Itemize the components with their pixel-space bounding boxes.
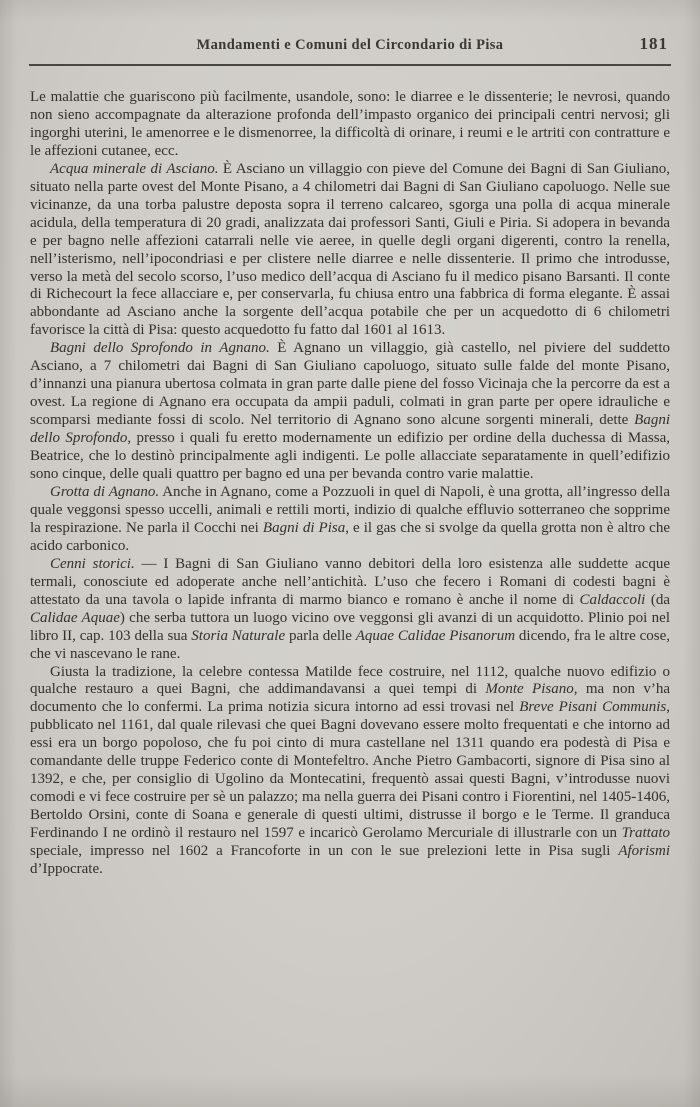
italic-text-segment: Storia Naturale: [191, 627, 286, 644]
italic-text-segment: Aforismi: [618, 843, 670, 860]
text-segment: dicendo, fra le altre cose, che vi nascevano le rane.: [30, 627, 670, 662]
text-segment: parla delle: [285, 627, 356, 644]
page-header: [30, 0, 670, 57]
text-segment: Anche in Agnano, come a Pozzuoli in quel di Napoli, è una grotta, all’ingresso della quale veggonsi spesso uccelli, animali e rettili morti, indizio di qualche effluvio sotterraneo che sopprime la respirazione. Ne parla il Cocchi nei: [30, 483, 670, 536]
paragraph: [30, 161, 670, 341]
italic-text-segment: Cenni storici.: [50, 555, 135, 572]
italic-text-segment: Acqua minerale di Asciano.: [50, 160, 219, 177]
text-segment: , presso i quali fu eretto modernamente un edifizio per ordine della duchessa di Massa, Beatrice, che lo destinò principalmente agli indigenti. Le polle allacciate separatamente in quell’edifizio sono cinque, delle quali quattro per bagno ed una per bevanda contro varie malattie.: [30, 430, 670, 483]
text-segment: (da: [645, 591, 671, 608]
italic-text-segment: Bagni dello Sprofondo in Agnano.: [50, 340, 270, 357]
text-segment: ) che serba tuttora un luogo vicino ove veggonsi gli avanzi di un acquidotto. Plinio poi nel libro II, cap. 103 della sua: [30, 609, 670, 644]
running-title: Mandamenti e Comuni del Circondario di Pisa: [196, 37, 504, 53]
paragraph: [30, 484, 670, 556]
header-rule: [29, 64, 671, 66]
paragraph: [30, 89, 670, 161]
paragraph: [30, 340, 670, 484]
italic-text-segment: Calidae Aquae: [30, 609, 120, 626]
text-segment: d’Ippocrate.: [30, 860, 103, 877]
italic-text-segment: Bagni dello Sprofondo: [30, 412, 670, 447]
italic-text-segment: Breve Pisani Communis: [519, 699, 667, 716]
paragraph: [30, 556, 670, 664]
text-segment: , pubblicato nel 1161, dal quale rilevasi che quei Bagni dovevano essere molto frequentati e che intorno ad essi era un borgo popoloso, che fu poi cinto di mura castellane nel 1311 quando era podestà di Pisa e comandante delle truppe Federico conte di Montefeltro. Anche Pietro Gambacorti, signore di Pisa sino al 1392, e che, per consiglio di Ugolino da Montecatini, frequentò assai questi Bagni, v’introdusse nuovi comodi e vi fece costruire per sè un palazzo; ma nella guerra dei Pisani contro i Fiorentini, nel 1405-1406, Bertoldo Orsini, conte di Soana e generale di questi ultimi, distrusse il borgo e le Terme. Il granduca Ferdinando I ne ordinò il restauro nel 1597 e incaricò Gerolamo Mercuriale di illustrarle con un: [30, 699, 670, 842]
italic-text-segment: Caldaccoli: [579, 591, 646, 608]
italic-text-segment: Grotta di Agnano.: [50, 483, 160, 500]
page-body: [30, 89, 670, 879]
text-segment: — I Bagni di San Giuliano vanno debitori della loro esistenza alle suddette acque termali, conosciute ed adoperate anche nell’antichità. L’uso che fecero i Romani di codesti bagni è attestato da una tavola o lapide infranta di marmo bianco e romano è anche il nome di: [30, 555, 670, 608]
text-segment: È Asciano un villaggio con pieve del Comune dei Bagni di San Giuliano, situato nella parte ovest del Monte Pisano, a 4 chilometri dai Bagni di San Giuliano capoluogo. Nelle sue vicinanze, da una torba palustre deposta sopra il terreno calcareo, sgorga una polla di acqua minerale acidula, della temperatura di 20 gradi, analizzata dai professori Santi, Giuli e Piria. Si adopera in bevanda e per bagno nelle affezioni catarrali nelle vie aeree, in quelle degli organi digerenti, contro la renella, nell’isterismo, nell’ipocondriasi e per clistere nelle diarree e nelle dissenterie. Il primo che introdusse, verso la metà del secolo scorso, l’uso medico dell’acqua di Asciano fu il medico pisano Barsanti. Il conte di Richecourt la fece allacciare e, per conservarla, fu chiusa entro una fabbrica di forma elegante. È assai abbondante ad Asciano anche la sorgente dell’acqua potabile che per un acquedotto di 6 chilometri favorisce la città di Pisa: questo acquedotto fu fatto dal 1601 al 1613.: [30, 160, 670, 339]
text-segment: Le malattie che guariscono più facilmente, usandole, sono: le diarree e le dissenterie; le nevrosi, quando non sieno accompagnate da alterazione profonda dell’impasto organico dei principali centri nervosi; gli ingorghi uterini, le amenorree e le dismenorree, la difficoltà di orinare, i reumi e le artriti con contratture e le affezioni cutanee, ecc.: [30, 89, 670, 159]
italic-text-segment: Bagni di Pisa: [262, 519, 346, 536]
text-segment: È Agnano un villaggio, già castello, nel piviere del suddetto Asciano, a 7 chilometri dai Bagni di San Giuliano capoluogo, situato sulle falde del monte Pisano, d’innanzi una pianura ubertosa colmata in gran parte dalle piene del fosso Vicinaja che la percorre da est a ovest. La regione di Agnano era occupata da ampii paduli, colmati in gran parte per opere idrauliche e scomparsi mediante fossi di scolo. Nel territorio di Agnano sono alcune sorgenti minerali, dette: [30, 340, 670, 429]
italic-text-segment: Monte Pisano: [485, 681, 574, 698]
text-segment: Giusta la tradizione, la celebre contessa Matilde fece costruire, nel 1112, qualche nuovo edifizio o qualche restauro a quei Bagni, che addimandavansi a quei tempi di: [30, 663, 670, 698]
page-number: 181: [639, 34, 668, 53]
paragraph: [30, 664, 670, 879]
text-segment: , e il gas che si svolge da quella grotta non è altro che acido carbonico.: [30, 519, 670, 554]
italic-text-segment: Trattato: [621, 825, 670, 842]
text-segment: speciale, impresso nel 1602 a Francoforte in un con le sue prelezioni lette in Pisa sugli: [30, 843, 619, 860]
text-segment: , ma non v’ha documento che lo confermi. La prima notizia sicura intorno ad essi trovasi nel: [30, 681, 670, 716]
italic-text-segment: Aquae Calidae Pisanorum: [355, 627, 516, 644]
